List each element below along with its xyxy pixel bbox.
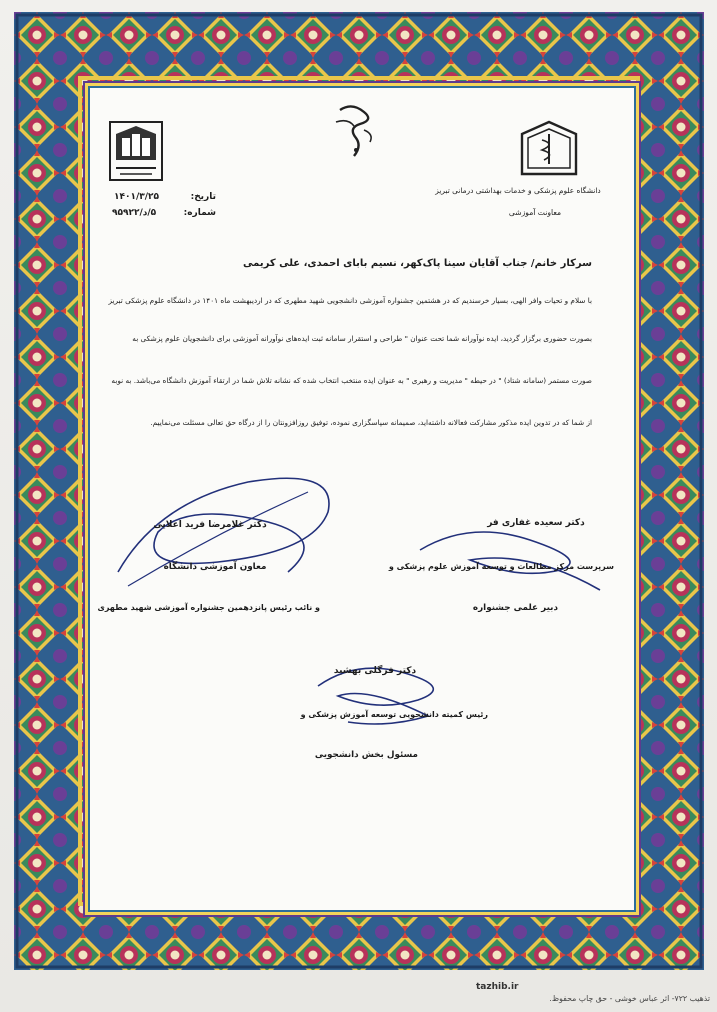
basmala-calligraphy	[330, 100, 384, 162]
date-value: ۱۴۰۱/۳/۲۵	[114, 192, 160, 202]
signatory-left-title2: و نائب رئیس پانزدهمین جشنواره آموزشی شهید مطهری	[97, 603, 320, 612]
body-line-2: بصورت حضوری برگزار گردید، ایده نوآورانه شما تحت عنوان " طراحی و استقرار سامانه ثبت ایده‌های نوآورانه آموزشی برای دانشجویان علوم پزشکی به	[132, 334, 592, 343]
footer-credit: تذهیب ۷۲۲- اثر عباس خوشی - حق چاپ محفوظ.	[549, 994, 710, 1003]
body-line-4: از شما که در تدوین ایده مذکور مشارکت فعالانه داشته‌اید، صمیمانه سپاسگزاری نموده، توفیق روزافزونتان را از درگاه حق تعالی مسئلت می‌نماییم.	[150, 418, 592, 427]
signatory-center-title2: مسئول بخش دانشجویی	[314, 750, 418, 760]
number-label: شماره:	[183, 208, 216, 218]
signatory-right-title2: دبیر علمی جشنواره	[472, 603, 558, 613]
salutation: سرکار خانم/ جناب آقایان سینا پاک‌کهر، نسیم بابای احمدی، علی کریمی	[243, 258, 592, 269]
signatory-right-name: دکتر سعیده غفاری فر	[487, 518, 585, 528]
festival-logo	[108, 120, 164, 182]
date-label: تاریخ:	[190, 192, 216, 202]
footer-site: tazhib.ir	[476, 982, 519, 992]
signature-scribble-left	[98, 462, 348, 602]
office-name: معاونت آموزشی	[508, 208, 562, 217]
signatory-left-title1: معاون آموزشی دانشگاه	[163, 562, 267, 572]
university-logo	[516, 118, 582, 180]
signatory-left-name: دکتر غلامرضا فرید اعلایی	[153, 520, 267, 530]
signatory-center-name: دکتر فرگلی بهشید	[333, 666, 417, 676]
signatory-center-title1: رئیس کمیته دانشجویی توسعه آموزش پزشکی و	[300, 710, 488, 719]
signatory-right-title1: سرپرست مرکز مطالعات و توسعه آموزش علوم پزشکی و	[388, 562, 614, 571]
university-name: دانشگاه علوم پزشکی و خدمات بهداشتی درمانی تبریز	[435, 186, 601, 195]
number-value: ۵/د/۹۵۹۲۲	[112, 208, 157, 218]
body-line-3: صورت مستمر (سامانه شتاد) " در حیطه " مدیریت و رهبری " به عنوان ایده منتخب انتخاب شده که نشانه تلاش شما در ارتقاء آموزش دانشگاه می‌باشد. به‌ نوبه	[111, 376, 592, 385]
body-line-1: با سلام و تحیات وافر الهی، بسیار خرسندیم که در هشتمین جشنواره آموزشی دانشجویی شهید مطهری که در اردیبهشت ماه ۱۴۰۱ در دانشگاه علوم پزشکی تبریز	[108, 296, 592, 305]
